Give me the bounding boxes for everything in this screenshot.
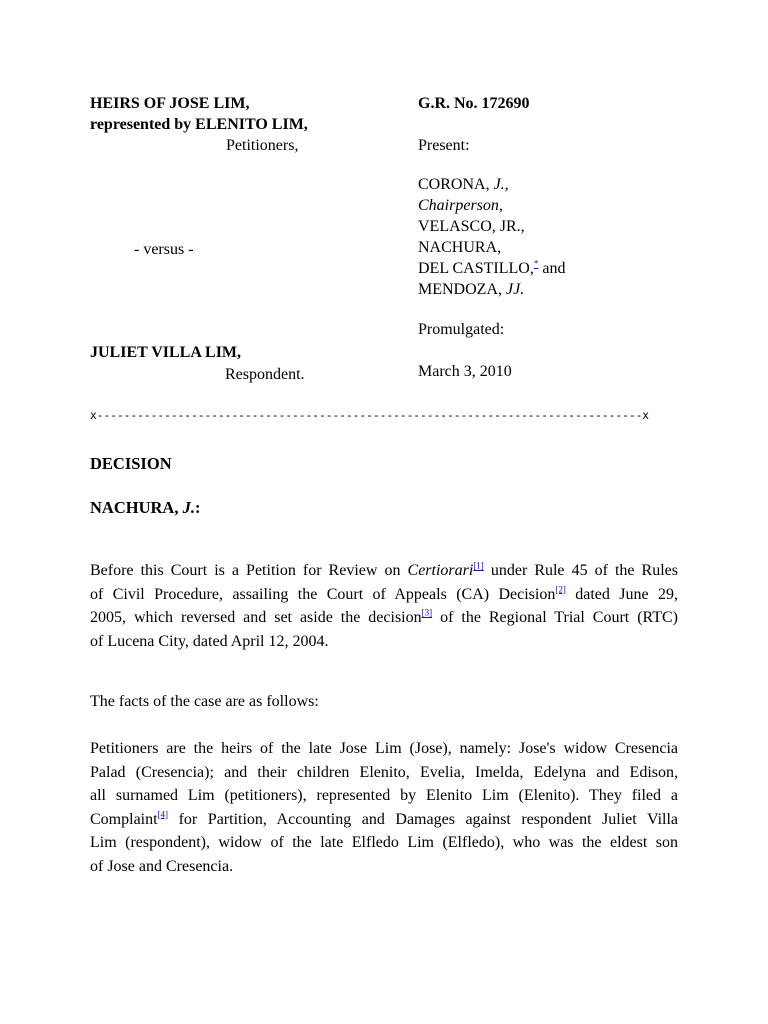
justice-nachura: NACHURA, [418,239,502,256]
paragraph-facts-line-3: all surnamed Lim (petitioners), represented by Elenito Lim (Elenito). They filed a [90,787,678,804]
paragraph-facts-line-5: Lim (respondent), widow of the late Elfledo Lim (Elfledo), who was the eldest son [90,834,678,851]
footnote-star-link[interactable]: * [533,258,539,269]
petitioner-representative: represented by ELENITO LIM, [90,116,308,133]
paragraph-intro-line-2: of Civil Procedure, assailing the Court of Appeals (CA) Decision[2] dated June 29, [90,584,678,603]
paragraph-facts [90,737,678,878]
caption-separator: x---------------------------------------------------------------------------------x [90,409,650,422]
paragraph-facts-intro: The facts of the case are as follows: [90,693,319,710]
paragraph-facts-line-1: Petitioners are the heirs of the late Jose Lim (Jose), namely: Jose's widow Cresencia [90,740,678,757]
footnote-1-link[interactable]: [1] [473,560,484,571]
paragraph-facts-line-6: of Jose and Cresencia. [90,857,234,875]
paragraph-facts-line-2: Palad (Cresencia); and their children Elenito, Evelia, Imelda, Edelyna and Edison, [90,763,678,781]
paragraph-facts-line-4: Complaint[4] for Partition, Accounting and Damages against respondent Juliet Villa [90,809,678,828]
footnote-3-link[interactable]: [3] [421,607,433,618]
footnote-2-link[interactable]: [2] [555,584,566,595]
chairperson-label: Chairperson, [418,197,503,214]
justice-mendoza: MENDOZA, JJ. [418,281,525,298]
respondent-role: Respondent. [225,366,305,383]
promulgated-date: March 3, 2010 [418,363,512,380]
decision-heading: DECISION [90,454,172,473]
petitioner-role: Petitioners, [226,137,299,154]
respondent-name: JULIET VILLA LIM, [90,344,242,361]
justice-velasco: VELASCO, JR., [418,218,525,235]
gr-number: G.R. No. 172690 [418,95,530,112]
paragraph-intro-line-3: 2005, which reversed and set aside the decision[3] of the Regional Trial Court (RTC) [90,607,679,626]
justice-del-castillo: DEL CASTILLO,* and [418,258,566,277]
paragraph-intro [90,559,678,653]
justice-corona: CORONA, J., [418,176,509,193]
versus-label: - versus - [134,241,194,258]
paragraph-intro-line-1: Before this Court is a Petition for Review on Certiorari[1] under Rule 45 of the Rules [90,560,679,579]
petitioner-name: HEIRS OF JOSE LIM, [90,95,250,112]
paragraph-intro-line-4: of Lucena City, dated April 12, 2004. [90,632,329,650]
ponente-heading: NACHURA, J.: [90,498,201,517]
footnote-4-link[interactable]: [4] [157,809,169,820]
present-label: Present: [418,137,470,154]
promulgated-label: Promulgated: [418,321,505,338]
